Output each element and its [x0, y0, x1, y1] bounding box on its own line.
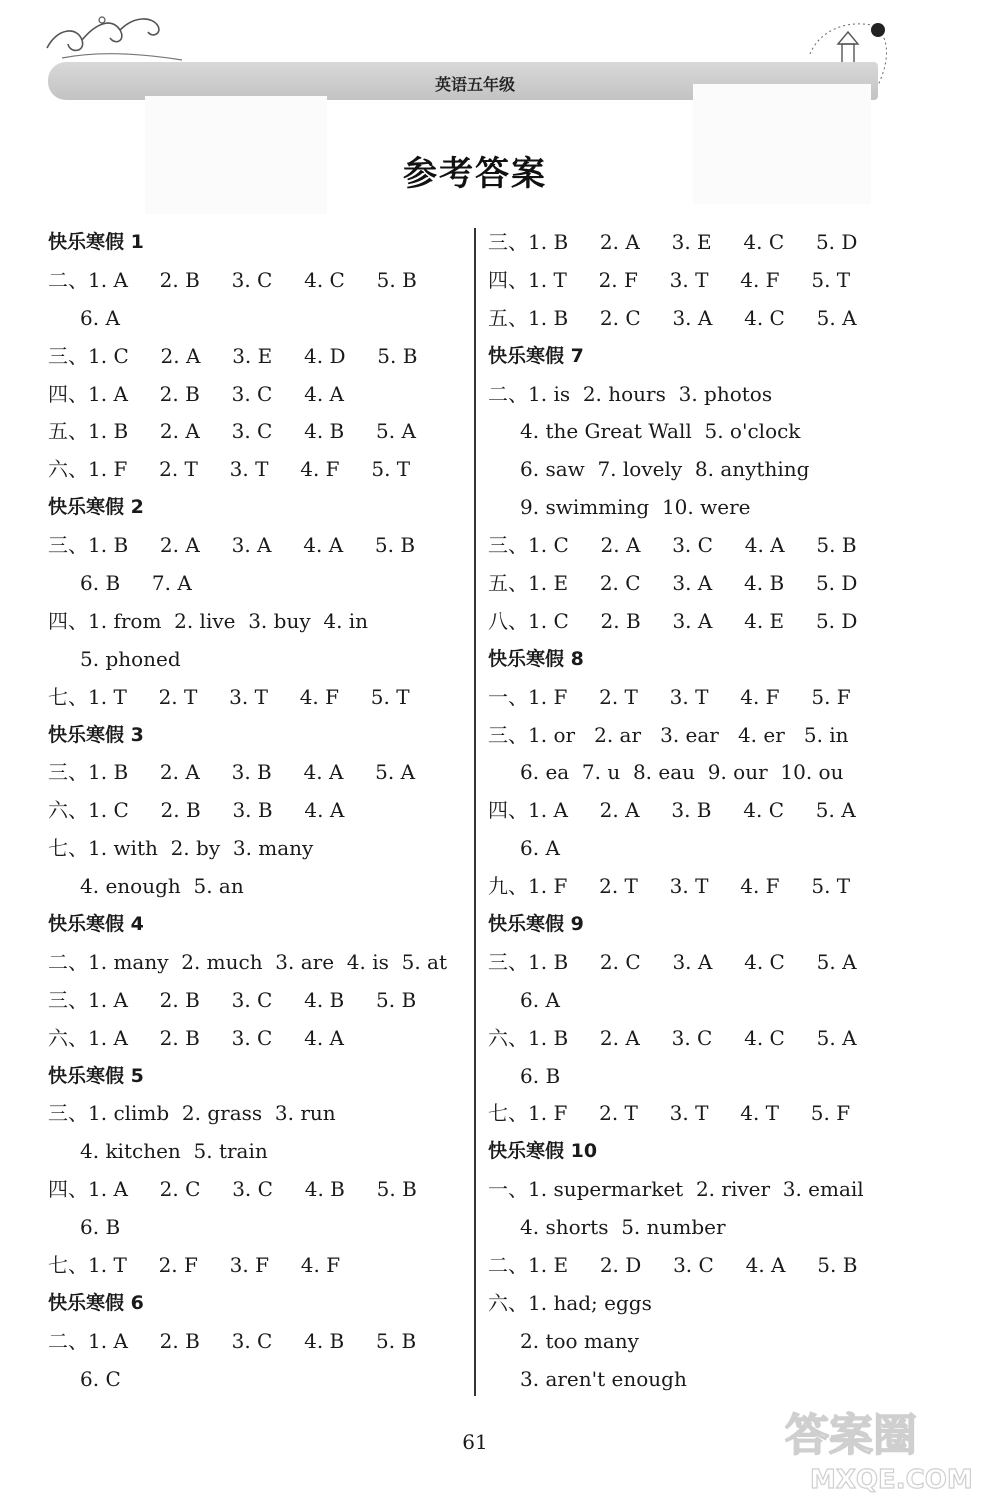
- answer-line: 六、1. C 2. B 3. B 4. A: [48, 798, 345, 823]
- answer-line: 六、1. F 2. T 3. T 4. F 5. T: [48, 457, 411, 482]
- answer-line: 七、1. T 2. F 3. F 4. F: [48, 1253, 341, 1278]
- answer-line: 三、1. or 2. ar 3. ear 4. er 5. in: [488, 722, 849, 747]
- answer-line: 六、1. B 2. A 3. C 4. C 5. A: [488, 1025, 857, 1050]
- answer-line: 六、1. A 2. B 3. C 4. A: [48, 1025, 345, 1050]
- answer-line: 4. kitchen 5. train: [80, 1139, 268, 1164]
- section-heading: 快乐寒假 2: [48, 496, 144, 519]
- page-title: 参考答案: [403, 154, 547, 194]
- answer-line: 三、1. climb 2. grass 3. run: [48, 1101, 336, 1126]
- answer-line: 三、1. B 2. A 3. A 4. A 5. B: [48, 533, 416, 558]
- answer-line: 4. enough 5. an: [80, 874, 244, 899]
- answer-line: 四、1. from 2. live 3. buy 4. in: [48, 608, 369, 633]
- answer-line: 3. aren't enough: [520, 1366, 687, 1391]
- answer-line: 五、1. B 2. C 3. A 4. C 5. A: [488, 305, 857, 330]
- answer-line: 9. swimming 10. were: [520, 495, 751, 520]
- section-heading: 快乐寒假 10: [488, 1140, 598, 1163]
- answer-line: 八、1. C 2. B 3. A 4. E 5. D: [488, 608, 858, 633]
- answer-column-left: [48, 224, 468, 1399]
- answer-line: 6. ea 7. u 8. eau 9. our 10. ou: [520, 760, 844, 785]
- answer-line: 6. B: [520, 1063, 561, 1088]
- watermark-logo: [780, 1400, 995, 1495]
- answer-line: 6. C: [80, 1366, 121, 1391]
- answer-line: 6. A: [520, 836, 560, 861]
- section-heading: 快乐寒假 8: [488, 647, 584, 670]
- column-divider: [474, 228, 476, 1396]
- swirl-ornament-icon: [42, 8, 192, 68]
- answer-line: 6. saw 7. lovely 8. anything: [520, 457, 810, 482]
- answer-line: 6. B 7. A: [80, 571, 192, 596]
- answer-line: 二、1. A 2. B 3. C 4. B 5. B: [48, 1328, 417, 1353]
- answer-line: 七、1. F 2. T 3. T 4. T 5. F: [488, 1101, 851, 1126]
- section-heading: 快乐寒假 1: [48, 231, 144, 253]
- answer-line: 4. shorts 5. number: [520, 1215, 726, 1240]
- section-heading: 快乐寒假 6: [48, 1291, 144, 1314]
- answer-line: 6. A: [520, 987, 560, 1012]
- answer-line: 二、1. many 2. much 3. are 4. is 5. at: [48, 949, 447, 974]
- watermark-text-bottom: MXQE.COM: [810, 1465, 973, 1495]
- answer-line: 四、1. T 2. F 3. T 4. F 5. T: [488, 267, 851, 292]
- answer-line: 七、1. with 2. by 3. many: [48, 836, 314, 861]
- answer-line: 九、1. F 2. T 3. T 4. F 5. T: [488, 874, 851, 899]
- answer-line: 四、1. A 2. C 3. C 4. B 5. B: [48, 1177, 417, 1202]
- section-heading: 快乐寒假 5: [48, 1064, 144, 1087]
- section-heading: 快乐寒假 3: [48, 723, 144, 746]
- answer-line: 三、1. A 2. B 3. C 4. B 5. B: [48, 987, 417, 1012]
- answer-line: 三、1. B 2. C 3. A 4. C 5. A: [488, 949, 857, 974]
- answer-line: 三、1. B 2. A 3. B 4. A 5. A: [48, 760, 416, 785]
- section-heading: 快乐寒假 7: [488, 344, 584, 367]
- answer-line: 五、1. E 2. C 3. A 4. B 5. D: [488, 571, 858, 596]
- answer-column-right: [488, 224, 868, 1399]
- answer-line: 五、1. B 2. A 3. C 4. B 5. A: [48, 419, 416, 444]
- answer-line: 5. phoned: [80, 646, 181, 671]
- section-heading: 快乐寒假 4: [48, 913, 144, 936]
- header-subject: 英语五年级: [434, 75, 515, 94]
- answer-line: 6. A: [80, 305, 120, 330]
- answer-line: 六、1. had; eggs: [488, 1290, 652, 1315]
- answer-line: 二、1. A 2. B 3. C 4. C 5. B: [48, 267, 417, 292]
- page-number: 61: [462, 1430, 488, 1454]
- answer-line: 三、1. B 2. A 3. E 4. C 5. D: [488, 230, 858, 254]
- answer-line: 三、1. C 2. A 3. C 4. A 5. B: [488, 533, 857, 558]
- answer-line: 二、1. E 2. D 3. C 4. A 5. B: [488, 1253, 858, 1278]
- answer-line: 6. B: [80, 1215, 121, 1240]
- answer-line: 三、1. C 2. A 3. E 4. D 5. B: [48, 343, 418, 368]
- answer-line: 一、1. supermarket 2. river 3. email: [488, 1177, 864, 1202]
- answer-line: 一、1. F 2. T 3. T 4. F 5. F: [488, 684, 851, 709]
- answer-line: 二、1. is 2. hours 3. photos: [488, 381, 773, 406]
- answer-line: 四、1. A 2. A 3. B 4. C 5. A: [488, 798, 856, 823]
- answer-line: 四、1. A 2. B 3. C 4. A: [48, 381, 345, 406]
- section-heading: 快乐寒假 9: [488, 913, 584, 936]
- answer-line: 4. the Great Wall 5. o'clock: [520, 419, 801, 444]
- answer-line: 七、1. T 2. T 3. T 4. F 5. T: [48, 684, 410, 709]
- watermark-text-top: 答案圈: [785, 1410, 917, 1461]
- answer-line: 2. too many: [520, 1328, 639, 1353]
